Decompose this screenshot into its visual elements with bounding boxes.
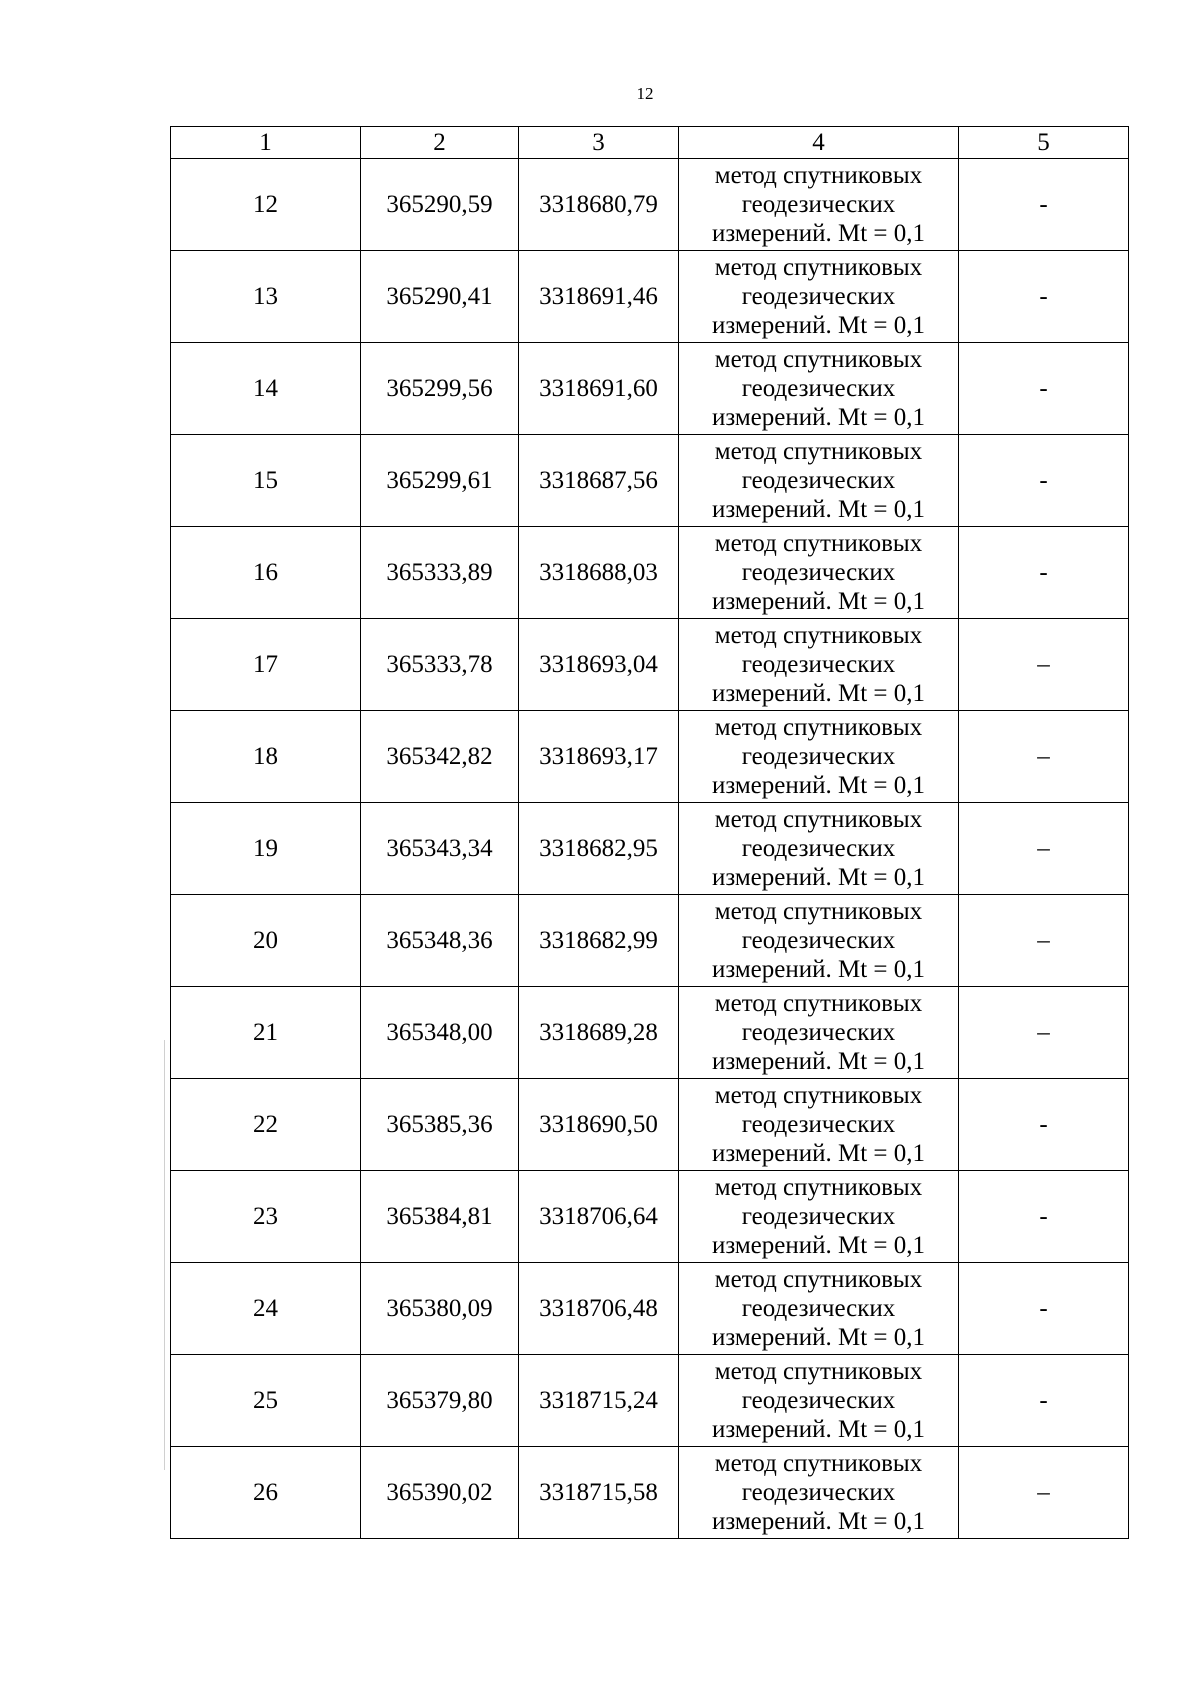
method-cell [679, 711, 959, 803]
method-line: измерений. Mt = 0,1 [711, 1048, 926, 1075]
method-line: метод спутниковых [714, 346, 923, 373]
point-number-cell: 20 [171, 895, 361, 987]
x-coordinate-cell: 365390,02 [361, 1447, 519, 1539]
method-line: измерений. Mt = 0,1 [711, 588, 926, 615]
method-line: геодезических [741, 927, 896, 954]
y-coordinate-cell: 3318680,79 [519, 159, 679, 251]
x-coordinate-cell: 365342,82 [361, 711, 519, 803]
table-row [171, 1355, 1129, 1447]
method-line: метод спутниковых [714, 990, 923, 1017]
x-coordinate-cell: 365290,41 [361, 251, 519, 343]
method-cell [679, 1355, 959, 1447]
x-coordinate-cell: 365384,81 [361, 1171, 519, 1263]
x-coordinate-cell: 365333,89 [361, 527, 519, 619]
method-line: измерений. Mt = 0,1 [711, 956, 926, 983]
header-col-4: 4 [679, 127, 959, 159]
method-cell [679, 1171, 959, 1263]
method-line: метод спутниковых [714, 898, 923, 925]
note-cell: – [959, 987, 1129, 1079]
method-line: метод спутниковых [714, 530, 923, 557]
method-line: метод спутниковых [714, 1358, 923, 1385]
x-coordinate-cell: 365299,61 [361, 435, 519, 527]
note-cell: - [959, 527, 1129, 619]
header-col-2: 2 [361, 127, 519, 159]
method-line: геодезических [741, 1479, 896, 1506]
method-cell [679, 251, 959, 343]
y-coordinate-cell: 3318682,99 [519, 895, 679, 987]
method-line: измерений. Mt = 0,1 [711, 1140, 926, 1167]
note-cell: - [959, 1079, 1129, 1171]
method-cell [679, 803, 959, 895]
method-cell [679, 619, 959, 711]
method-line: метод спутниковых [714, 622, 923, 649]
note-cell: – [959, 803, 1129, 895]
table-row [171, 711, 1129, 803]
method-cell [679, 895, 959, 987]
y-coordinate-cell: 3318691,60 [519, 343, 679, 435]
table-row [171, 251, 1129, 343]
note-cell: - [959, 1171, 1129, 1263]
note-cell: – [959, 1447, 1129, 1539]
point-number-cell: 19 [171, 803, 361, 895]
method-line: измерений. Mt = 0,1 [711, 220, 926, 247]
point-number-cell: 23 [171, 1171, 361, 1263]
y-coordinate-cell: 3318687,56 [519, 435, 679, 527]
y-coordinate-cell: 3318693,17 [519, 711, 679, 803]
x-coordinate-cell: 365290,59 [361, 159, 519, 251]
method-line: метод спутниковых [714, 1082, 923, 1109]
table-row [171, 803, 1129, 895]
y-coordinate-cell: 3318688,03 [519, 527, 679, 619]
point-number-cell: 21 [171, 987, 361, 1079]
point-number-cell: 22 [171, 1079, 361, 1171]
method-line: геодезических [741, 1387, 896, 1414]
header-col-5: 5 [959, 127, 1129, 159]
method-line: метод спутниковых [714, 254, 923, 281]
note-cell: - [959, 1355, 1129, 1447]
method-line: метод спутниковых [714, 806, 923, 833]
page-number: 12 [636, 84, 654, 103]
x-coordinate-cell: 365333,78 [361, 619, 519, 711]
table-row [171, 435, 1129, 527]
method-line: метод спутниковых [714, 162, 923, 189]
y-coordinate-cell: 3318682,95 [519, 803, 679, 895]
method-line: метод спутниковых [714, 714, 923, 741]
method-cell [679, 343, 959, 435]
header-col-3: 3 [519, 127, 679, 159]
note-cell: - [959, 343, 1129, 435]
table-row [171, 527, 1129, 619]
point-number-cell: 12 [171, 159, 361, 251]
method-line: геодезических [741, 1111, 896, 1138]
note-cell: - [959, 435, 1129, 527]
header-row [171, 127, 1129, 159]
method-cell [679, 527, 959, 619]
method-cell [679, 159, 959, 251]
method-cell [679, 435, 959, 527]
table-row [171, 987, 1129, 1079]
method-line: измерений. Mt = 0,1 [711, 312, 926, 339]
y-coordinate-cell: 3318691,46 [519, 251, 679, 343]
point-number-cell: 14 [171, 343, 361, 435]
method-line: измерений. Mt = 0,1 [711, 496, 926, 523]
x-coordinate-cell: 365348,36 [361, 895, 519, 987]
x-coordinate-cell: 365380,09 [361, 1263, 519, 1355]
point-number-cell: 25 [171, 1355, 361, 1447]
method-line: измерений. Mt = 0,1 [711, 1416, 926, 1443]
y-coordinate-cell: 3318706,48 [519, 1263, 679, 1355]
scan-artifact-line [164, 1040, 165, 1470]
table-row [171, 895, 1129, 987]
x-coordinate-cell: 365385,36 [361, 1079, 519, 1171]
x-coordinate-cell: 365343,34 [361, 803, 519, 895]
method-line: метод спутниковых [714, 1450, 923, 1477]
method-line: метод спутниковых [714, 1266, 923, 1293]
table-row [171, 619, 1129, 711]
point-number-cell: 24 [171, 1263, 361, 1355]
method-line: измерений. Mt = 0,1 [711, 1508, 926, 1535]
y-coordinate-cell: 3318690,50 [519, 1079, 679, 1171]
method-line: метод спутниковых [714, 438, 923, 465]
method-cell [679, 1447, 959, 1539]
table-row [171, 1263, 1129, 1355]
point-number-cell: 15 [171, 435, 361, 527]
point-number-cell: 18 [171, 711, 361, 803]
table-row [171, 1079, 1129, 1171]
method-line: геодезических [741, 1203, 896, 1230]
method-line: измерений. Mt = 0,1 [711, 1324, 926, 1351]
y-coordinate-cell: 3318715,24 [519, 1355, 679, 1447]
method-line: геодезических [741, 467, 896, 494]
method-cell [679, 1263, 959, 1355]
note-cell: - [959, 1263, 1129, 1355]
y-coordinate-cell: 3318706,64 [519, 1171, 679, 1263]
method-line: геодезических [741, 191, 896, 218]
method-line: геодезических [741, 651, 896, 678]
method-line: геодезических [741, 1019, 896, 1046]
method-line: геодезических [741, 375, 896, 402]
table-row [171, 343, 1129, 435]
note-cell: – [959, 619, 1129, 711]
table-row [171, 1447, 1129, 1539]
method-line: измерений. Mt = 0,1 [711, 1232, 926, 1259]
coordinates-table [170, 126, 1129, 1539]
table-row [171, 159, 1129, 251]
method-line: измерений. Mt = 0,1 [711, 864, 926, 891]
method-line: геодезических [741, 835, 896, 862]
x-coordinate-cell: 365299,56 [361, 343, 519, 435]
note-cell: - [959, 159, 1129, 251]
point-number-cell: 26 [171, 1447, 361, 1539]
method-line: измерений. Mt = 0,1 [711, 772, 926, 799]
note-cell: - [959, 251, 1129, 343]
method-cell [679, 1079, 959, 1171]
table-row [171, 1171, 1129, 1263]
point-number-cell: 13 [171, 251, 361, 343]
y-coordinate-cell: 3318693,04 [519, 619, 679, 711]
method-cell [679, 987, 959, 1079]
x-coordinate-cell: 365379,80 [361, 1355, 519, 1447]
y-coordinate-cell: 3318689,28 [519, 987, 679, 1079]
header-col-1: 1 [171, 127, 361, 159]
point-number-cell: 17 [171, 619, 361, 711]
y-coordinate-cell: 3318715,58 [519, 1447, 679, 1539]
method-line: измерений. Mt = 0,1 [711, 404, 926, 431]
method-line: геодезических [741, 743, 896, 770]
x-coordinate-cell: 365348,00 [361, 987, 519, 1079]
note-cell: – [959, 895, 1129, 987]
table-header [171, 127, 1129, 159]
method-line: метод спутниковых [714, 1174, 923, 1201]
point-number-cell: 16 [171, 527, 361, 619]
table-body [171, 159, 1129, 1539]
method-line: измерений. Mt = 0,1 [711, 680, 926, 707]
note-cell: – [959, 711, 1129, 803]
method-line: геодезических [741, 559, 896, 586]
method-line: геодезических [741, 283, 896, 310]
method-line: геодезических [741, 1295, 896, 1322]
